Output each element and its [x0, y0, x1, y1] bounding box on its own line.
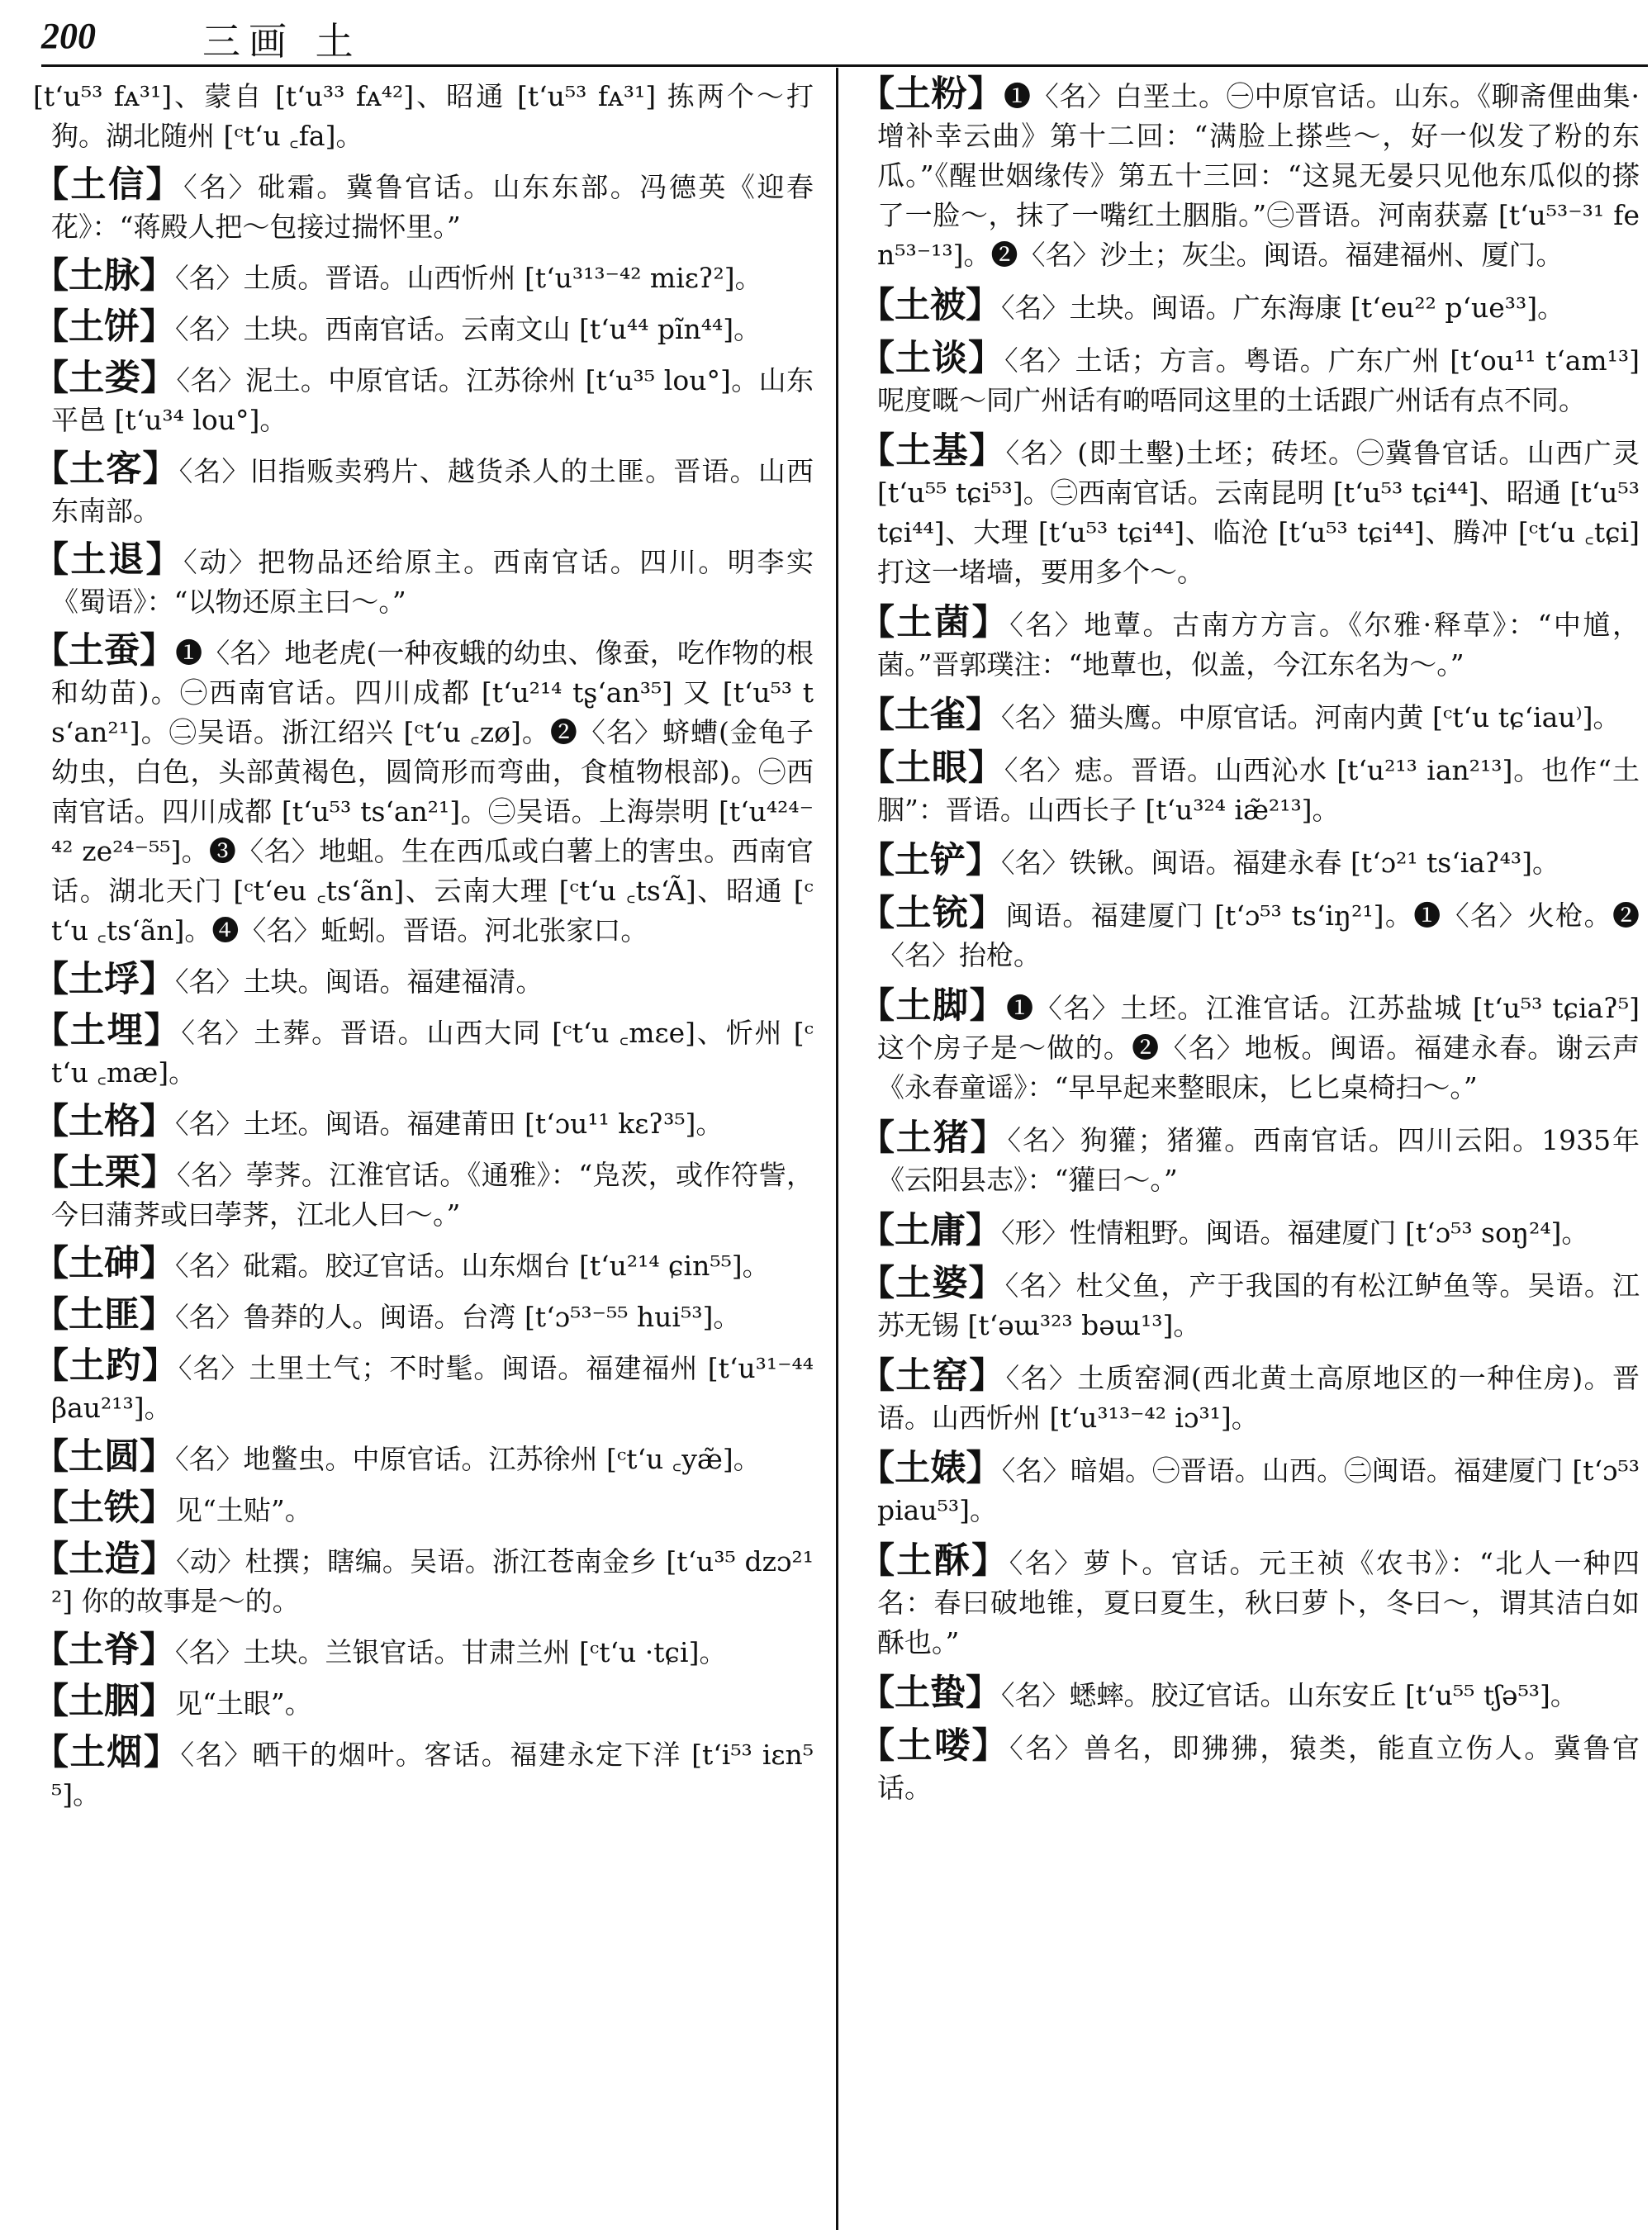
entry-definition: ❶〈名〉白垩土。㊀中原官话。山东。《聊斋俚曲集·增补幸云曲》第十二回：“满脸上搽些～，好一似发了粉的东瓜。”《醒世姻缘传》第五十三回：“这晁无晏只见他东瓜似的搽了一脸～，抹了一嘴红土胭脂。”㊁晋语。河南获嘉 [t‘u⁵³⁻³¹ fen⁵³⁻¹³]。❷〈名〉沙土；灰尘。闽语。福建福州、厦门。	[877, 80, 1640, 271]
page-number: 200	[41, 16, 96, 56]
entry-definition: 〈名〉萝卜。官话。元王祯《农书》：“北人一种四名：春曰破地锥，夏曰夏生，秋曰萝卜，冬曰～，谓其洁白如酥也。”	[877, 1547, 1640, 1658]
entry-definition: 〈形〉性情粗野。闽语。福建厦门 [t‘ɔ⁵³ soŋ²⁴]。	[1001, 1217, 1589, 1249]
entry-headword: 【土谈】	[859, 338, 1005, 379]
dictionary-entry	[33, 1682, 814, 1724]
dictionary-entry	[33, 1244, 814, 1286]
entry-headword: 【土被】	[859, 285, 1001, 326]
entry-definition: 〈名〉晒干的烟叶。客话。福建永定下洋 [t‘i⁵³ iɛn⁵⁵]。	[51, 1739, 814, 1810]
entry-definition: 〈名〉暗娼。㊀晋语。山西。㊁闽语。福建厦门 [t‘ɔ⁵³ piau⁵³]。	[877, 1454, 1640, 1526]
dictionary-entry	[859, 841, 1640, 883]
dictionary-entry	[33, 1295, 814, 1337]
entry-definition: 〈动〉把物品还给原主。西南官话。四川。明李实《蜀语》：“以物还原主曰～。”	[51, 546, 814, 618]
page-header	[0, 0, 1652, 68]
dictionary-entry	[33, 631, 814, 951]
entry-headword: 【土脊】	[33, 1630, 175, 1671]
entry-headword: 【土造】	[33, 1539, 177, 1580]
dictionary-entry	[859, 603, 1640, 685]
entry-definition: 〈名〉土质窑洞(西北黄土高原地区的一种住房)。晋语。山西忻州 [t‘u³¹³⁻⁴² iɔ³¹]。	[877, 1362, 1640, 1434]
dictionary-entry	[859, 1726, 1640, 1808]
entry-headword: 【土铲】	[859, 840, 1001, 881]
entry-headword: 【土铁】	[33, 1487, 175, 1529]
dictionary-entry	[859, 74, 1640, 275]
dictionary-entry	[33, 307, 814, 349]
column-divider	[836, 68, 838, 2230]
dictionary-entry	[33, 1733, 814, 1815]
entry-definition: 〈名〉荸荠。江淮官话。《通雅》：“凫茨，或作符訾，今曰蒲荠或曰荸荠，江北人曰～。”	[51, 1159, 814, 1231]
dictionary-entry	[859, 748, 1640, 830]
dictionary-entry	[859, 1211, 1640, 1253]
entry-definition: 见“土眼”。	[175, 1687, 312, 1720]
dictionary-entry	[33, 165, 814, 247]
entry-headword: 【土圆】	[33, 1436, 175, 1478]
entry-headword: 【土酥】	[859, 1540, 1009, 1582]
dictionary-entry	[859, 894, 1640, 975]
entry-definition: 〈名〉铁锹。闽语。福建永春 [t‘ɔ²¹ ts‘iaʔ⁴³]。	[1001, 847, 1559, 879]
entry-headword: 【土脉】	[33, 255, 175, 297]
dictionary-entry	[33, 1346, 814, 1428]
entry-definition: 〈名〉杜父鱼，产于我国的有松江鲈鱼等。吴语。江苏无锡 [t‘əɯ³²³ bəɯ¹³]。	[877, 1269, 1640, 1341]
dictionary-entry	[33, 1488, 814, 1530]
entry-headword: 【土匪】	[33, 1294, 175, 1336]
entry-definition: 〈动〉杜撰；瞎编。吴语。浙江苍南金乡 [t‘u³⁵ dzɔ²¹²] 你的故事是～的。	[51, 1545, 814, 1617]
entry-definition: 〈名〉土话；方言。粤语。广东广州 [t‘ou¹¹ t‘am¹³] 呢度嘅～同广州话有啲唔同这里的土话跟广州话有点不同。	[877, 344, 1640, 416]
entry-definition: 〈名〉猫头鹰。中原官话。河南内黄 [ᶜt‘u tɕ‘iau⁾]。	[1001, 701, 1621, 733]
dictionary-entry	[859, 695, 1640, 738]
entry-definition: 〈名〉地蕈。古南方方言。《尔雅·释草》：“中馗，菌。”晋郭璞注：“地蕈也，似盖，今江东名为～。”	[877, 609, 1640, 681]
entry-headword: 【土铳】	[859, 893, 1006, 934]
entry-definition: ❶〈名〉地老虎(一种夜蛾的幼虫、像蚕，吃作物的根和幼苗)。㊀西南官话。四川成都 [t‘u²¹⁴ tʂ‘an³⁵] 又 [t‘u⁵³ ts‘an²¹]。㊁吴语。浙江绍兴 [ᶜt‘u ꜀zø]。❷〈名〉蛴螬(金龟子幼虫，白色，头部黄褐色，圆筒形而弯曲，食植物根部)。㊀西南官话。四川成都 [t‘u⁵³ ts‘an²¹]。㊁吴语。上海崇明 [t‘u⁴²⁴⁻⁴² ze²⁴⁻⁵⁵]。❸〈名〉地蛆。生在西瓜或白薯上的害虫。西南官话。湖北天门 [ᶜt‘eu ꜀ts‘ãn]、云南大理 [ᶜt‘u ꜀ts‘Ã]、昭通 [ᶜt‘u ꜀ts‘ãn]。❹〈名〉蚯蚓。晋语。河北张家口。	[51, 637, 814, 947]
entry-headword: 【土婊】	[859, 1448, 1002, 1489]
entry-headword: 【土猪】	[859, 1117, 1008, 1159]
entry-headword: 【土胭】	[33, 1681, 175, 1722]
dictionary-entry	[859, 1118, 1640, 1200]
entry-headword: 【土砷】	[33, 1243, 175, 1284]
entry-definition: 〈名〉土块。兰银官话。甘肃兰州 [ᶜt‘u ·tɕi]。	[175, 1636, 727, 1668]
entry-definition: 〈名〉土葬。晋语。山西大同 [ᶜt‘u ꜀mɛe]、忻州 [ᶜt‘u ꜀mæ]。	[51, 1017, 814, 1089]
section-title: 三画 土	[202, 19, 362, 64]
entry-definition: 〈名〉土块。闽语。广东海康 [t‘eu²² p‘ue³³]。	[1001, 292, 1565, 324]
dictionary-entry	[33, 1102, 814, 1144]
entry-headword: 【土栗】	[33, 1152, 177, 1193]
right-column	[859, 74, 1640, 2222]
entry-definition: 〈名〉狗獾；猪獾。西南官话。四川云阳。1935年《云阳县志》：“獾曰～。”	[877, 1124, 1640, 1196]
header-rule	[41, 64, 1648, 67]
dictionary-entry	[33, 1437, 814, 1479]
entry-definition: 〈名〉鲁莽的人。闽语。台湾 [t‘ɔ⁵³⁻⁵⁵ hui⁵³]。	[175, 1301, 741, 1333]
entry-definition: 〈名〉旧指贩卖鸦片、越货杀人的土匪。晋语。山西东南部。	[51, 455, 814, 527]
dictionary-entry	[33, 358, 814, 440]
entry-headword: 【土趵】	[33, 1345, 178, 1387]
entry-headword: 【土喽】	[859, 1725, 1010, 1767]
entry-headword: 【土烟】	[33, 1732, 181, 1773]
entry-definition: 〈名〉地鳖虫。中原官话。江苏徐州 [ᶜt‘u ꜀yæ̃]。	[175, 1443, 761, 1475]
entry-definition: 〈名〉土块。西南官话。云南文山 [t‘u⁴⁴ pĩn⁴⁴]。	[175, 313, 762, 345]
entry-headword: 【土庸】	[859, 1210, 1001, 1251]
dictionary-entry	[33, 1630, 814, 1672]
entry-definition: 〈名〉土里土气；不时髦。闽语。福建福州 [t‘u³¹⁻⁴⁴ βau²¹³]。	[51, 1352, 814, 1424]
entry-definition: 〈名〉砒霜。冀鲁官话。山东东部。冯德英《迎春花》：“蒋殿人把～包接过揣怀里。”	[51, 171, 814, 243]
entry-definition: 〈名〉痣。晋语。山西沁水 [t‘u²¹³ ian²¹³]。也作“土胭”：晋语。山西长子 [t‘u³²⁴ iæ̃²¹³]。	[877, 754, 1640, 826]
entry-definition: 闽语。福建厦门 [t‘ɔ⁵³ ts‘iŋ²¹]。❶〈名〉火枪。❷〈名〉抬枪。	[877, 899, 1640, 971]
entry-definition: [t‘u⁵³ fᴀ³¹]、蒙自 [t‘u³³ fᴀ⁴²]、昭通 [t‘u⁵³ fᴀ³¹] 拣两个～打狗。湖北随州 [ᶜt‘u ꜀fa]。	[33, 80, 814, 152]
dictionary-entry	[33, 449, 814, 531]
entry-headword: 【土垺】	[33, 959, 175, 1000]
entry-headword: 【土客】	[33, 448, 179, 490]
entry-definition: 〈名〉兽名，即狒狒，猿类，能直立伤人。冀鲁官话。	[877, 1732, 1640, 1804]
entry-definition: 〈名〉砒霜。胶辽官话。山东烟台 [t‘u²¹⁴ ɕin⁵⁵]。	[175, 1250, 770, 1282]
entry-headword: 【土窑】	[859, 1355, 1006, 1397]
dictionary-entry	[859, 286, 1640, 328]
entry-definition: 〈名〉土质。晋语。山西忻州 [t‘u³¹³⁻⁴² miɛʔ²]。	[175, 262, 762, 294]
entry-headword: 【土格】	[33, 1101, 175, 1142]
dictionary-entry	[859, 1541, 1640, 1663]
entry-headword: 【土婆】	[859, 1263, 1005, 1304]
entry-definition: 见“土贴”。	[175, 1494, 312, 1526]
entry-headword: 【土蛰】	[859, 1672, 1001, 1714]
entry-definition: ❶〈名〉土坯。江淮官话。江苏盐城 [t‘u⁵³ tɕiaʔ⁵] 这个房子是～做的。❷〈名〉地板。闽语。福建永春。谢云声《永春童谣》：“早早起来整眼床，匕匕桌椅扫～。”	[877, 992, 1640, 1103]
entry-headword: 【土雀】	[859, 695, 1001, 736]
entry-headword: 【土信】	[33, 164, 184, 206]
dictionary-entry	[859, 431, 1640, 592]
entry-headword: 【土埋】	[33, 1010, 182, 1051]
dictionary-entry	[859, 1264, 1640, 1345]
dictionary-entry	[859, 1356, 1640, 1438]
dictionary-entry	[33, 74, 814, 156]
dictionary-entry	[33, 960, 814, 1002]
entry-headword: 【土眼】	[859, 747, 1004, 789]
dictionary-entry	[859, 986, 1640, 1108]
left-column	[33, 74, 814, 2222]
dictionary-entry	[33, 1153, 814, 1235]
entry-headword: 【土饼】	[33, 306, 175, 348]
entry-headword: 【土蚕】	[33, 630, 176, 671]
dictionary-entry	[33, 1011, 814, 1093]
entry-headword: 【土退】	[33, 539, 184, 581]
entry-definition: 〈名〉泥土。中原官话。江苏徐州 [t‘u³⁵ lou°]。山东平邑 [t‘u³⁴ lou°]。	[51, 364, 814, 436]
dictionary-entry	[859, 1673, 1640, 1715]
dictionary-entry	[33, 1540, 814, 1621]
entry-definition: 〈名〉土坯。闽语。福建莆田 [t‘ɔu¹¹ kɛʔ³⁵]。	[175, 1108, 724, 1140]
entry-headword: 【土基】	[859, 430, 1006, 472]
entry-definition: 〈名〉土块。闽语。福建福清。	[175, 966, 544, 998]
entry-definition: 〈名〉蟋蟀。胶辽官话。山东安丘 [t‘u⁵⁵ tʃə⁵³]。	[1001, 1679, 1578, 1711]
entry-headword: 【土脚】	[859, 985, 1007, 1027]
entry-headword: 【土娄】	[33, 358, 177, 399]
dictionary-entry	[33, 256, 814, 298]
dictionary-entry	[859, 339, 1640, 420]
entry-headword: 【土粉】	[859, 74, 1004, 115]
dictionary-entry	[859, 1449, 1640, 1530]
dictionary-entry	[33, 540, 814, 622]
entry-headword: 【土菌】	[859, 602, 1010, 643]
entry-definition: 〈名〉(即土墼)土坯；砖坯。㊀冀鲁官话。山西广灵 [t‘u⁵⁵ tɕi⁵³]。㊁西南官话。云南昆明 [t‘u⁵³ tɕi⁴⁴]、昭通 [t‘u⁵³ tɕi⁴⁴]、大理 [t‘u⁵³ tɕi⁴⁴]、临沧 [t‘u⁵³ tɕi⁴⁴]、腾冲 [ᶜt‘u ꜀tɕi] 打这一堵墙，要用多个～。	[877, 437, 1640, 588]
